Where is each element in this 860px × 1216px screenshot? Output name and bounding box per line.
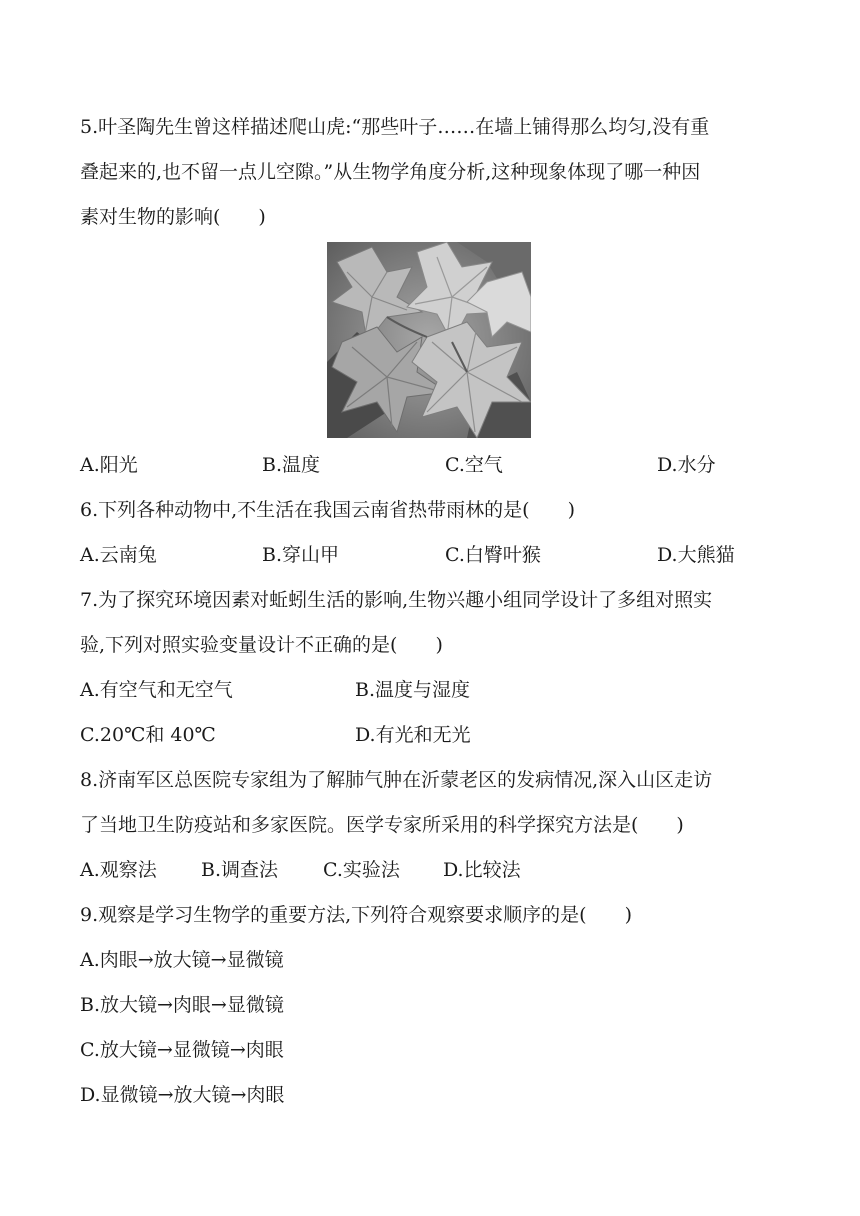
q5-option-c: C.空气	[445, 454, 503, 476]
q7-option-b: B.温度与湿度	[355, 679, 471, 701]
q6-option-a: A.云南兔	[80, 544, 157, 566]
q9-option-d: D.显微镜→放大镜→肉眼	[80, 1084, 285, 1106]
q8-option-b: B.调查法	[201, 859, 279, 881]
q5-option-d: D.水分	[657, 454, 716, 476]
q5-option-a: A.阳光	[80, 454, 138, 476]
q6-stem: 6.下列各种动物中,不生活在我国云南省热带雨林的是( )	[80, 499, 575, 521]
q9-option-c: C.放大镜→显微镜→肉眼	[80, 1039, 284, 1061]
q5-stem-line-3: 素对生物的影响( )	[80, 206, 266, 228]
q6-option-d: D.大熊猫	[657, 544, 735, 566]
q8-stem-line-2: 了当地卫生防疫站和多家医院。医学专家所采用的科学探究方法是( )	[80, 814, 684, 836]
q5-option-b: B.温度	[262, 454, 321, 476]
q9-option-b: B.放大镜→肉眼→显微镜	[80, 994, 284, 1016]
q7-option-d: D.有光和无光	[355, 724, 471, 746]
q6-option-b: B.穿山甲	[262, 544, 340, 566]
q5-stem-line-2: 叠起来的,也不留一点儿空隙。”从生物学角度分析,这种现象体现了哪一种因	[80, 161, 701, 183]
q8-option-d: D.比较法	[443, 859, 521, 881]
q7-stem-line-2: 验,下列对照实验变量设计不正确的是( )	[80, 634, 443, 656]
q7-stem-line-1: 7.为了探究环境因素对蚯蚓生活的影响,生物兴趣小组同学设计了多组对照实	[80, 589, 713, 611]
q9-stem: 9.观察是学习生物学的重要方法,下列符合观察要求顺序的是( )	[80, 904, 632, 926]
q7-option-a: A.有空气和无空气	[80, 679, 233, 701]
q8-option-c: C.实验法	[323, 859, 400, 881]
q6-option-c: C.白臀叶猴	[445, 544, 541, 566]
q5-stem-line-1: 5.叶圣陶先生曾这样描述爬山虎:“那些叶子……在墙上铺得那么均匀,没有重	[80, 116, 710, 138]
q8-stem-line-1: 8.济南军区总医院专家组为了解肺气肿在沂蒙老区的发病情况,深入山区走访	[80, 769, 713, 791]
q8-option-a: A.观察法	[80, 859, 157, 881]
q7-option-c: C.20℃和 40℃	[80, 724, 216, 746]
ivy-leaves-photo	[327, 242, 531, 438]
q9-option-a: A.肉眼→放大镜→显微镜	[80, 949, 284, 971]
